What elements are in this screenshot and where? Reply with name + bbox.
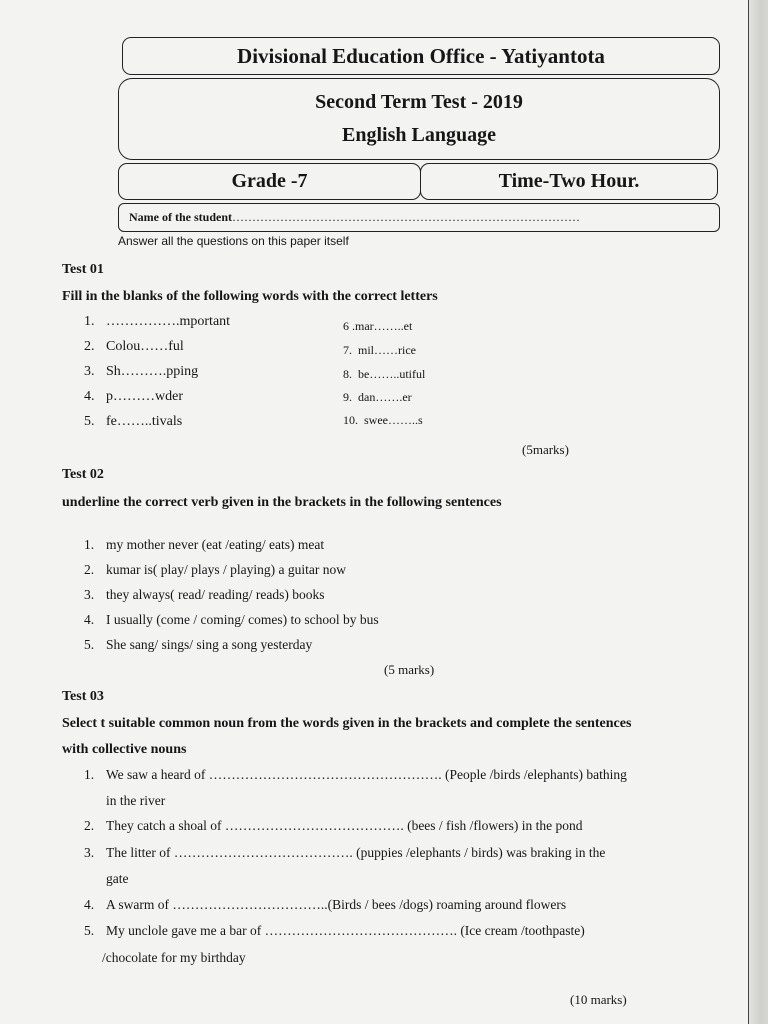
page-edge	[748, 0, 768, 1024]
test03-title: Test 03	[62, 689, 104, 704]
test-title: Second Term Test - 2019	[315, 91, 523, 113]
test01-instruction: Fill in the blanks of the following words with the correct letters	[62, 289, 438, 304]
test01-item-10: 10. swee……..s	[343, 413, 423, 427]
office-title: Divisional Education Office - Yatiyantota	[237, 43, 605, 68]
test01-item-1: 1. …………….mportant	[84, 314, 231, 329]
test03-item-1: 1. We saw a heard of ……………………………………………. (People /birds /elephants) bathing	[84, 767, 627, 782]
student-name-label: Name of the student	[129, 210, 232, 224]
test03-marks: (10 marks)	[570, 992, 627, 1007]
test01-item-8: 8. be……..utiful	[343, 367, 426, 381]
test01-item-5: 5. fe……..tivals	[84, 414, 183, 429]
test01-title: Test 01	[62, 262, 104, 277]
student-name-dots: ……………………………………………………………………………	[232, 210, 580, 224]
grade-box	[118, 163, 421, 200]
test03-instruction-line1: Select t suitable common noun from the words given in the brackets and complete the sentences	[62, 716, 632, 731]
test02-item-2: 2. kumar is( play/ plays / playing) a guitar now	[84, 562, 346, 577]
test03-item-5: 5. My unclole gave me a bar of ……………………………………. (Ice cream /toothpaste)	[84, 923, 585, 938]
test03-item-1-cont: in the river	[106, 793, 166, 808]
time-label: Time-Two Hour.	[498, 170, 640, 192]
test02-marks: (5 marks)	[384, 662, 435, 677]
test02-item-4: 4. I usually (come / coming/ comes) to school by bus	[84, 612, 379, 627]
term-header	[118, 78, 720, 160]
time-box	[420, 163, 718, 200]
test01-item-9: 9. dan…….er	[343, 390, 412, 404]
test03-item-2: 2. They catch a shoal of …………………………………. (bees / fish /flowers) in the pond	[84, 818, 583, 833]
test02-title: Test 02	[62, 467, 104, 482]
test03-item-3: 3. The litter of …………………………………. (puppies /elephants / birds) was braking in the	[84, 845, 606, 860]
test03-instruction-line2: with collective nouns	[62, 742, 187, 757]
test01-item-2: 2. Colou……ful	[84, 339, 184, 354]
test03-item-3-cont: gate	[106, 871, 129, 886]
test03-item-5-cont: /chocolate for my birthday	[102, 950, 246, 965]
test01-item-4: 4. p………wder	[84, 389, 183, 404]
general-instruction: Answer all the questions on this paper itself	[118, 234, 349, 248]
test01-item-3: 3. Sh……….pping	[84, 364, 199, 379]
test01-marks: (5marks)	[522, 442, 569, 457]
subject-title: English Language	[342, 124, 496, 146]
test01-item-6: 6 .mar……..et	[343, 319, 413, 333]
test02-item-1: 1. my mother never (eat /eating/ eats) meat	[84, 537, 325, 552]
student-name-field[interactable]	[118, 203, 720, 232]
test01-item-7: 7. mil……rice	[343, 343, 416, 357]
test02-item-3: 3. they always( read/ reading/ reads) books	[84, 587, 325, 602]
office-header	[122, 37, 720, 75]
grade-label: Grade -7	[231, 170, 308, 192]
test03-item-4: 4. A swarm of ……………………………..(Birds / bees /dogs) roaming around flowers	[84, 897, 567, 912]
test02-instruction: underline the correct verb given in the brackets in the following sentences	[62, 495, 502, 510]
test02-item-5: 5. She sang/ sings/ sing a song yesterday	[84, 637, 313, 652]
